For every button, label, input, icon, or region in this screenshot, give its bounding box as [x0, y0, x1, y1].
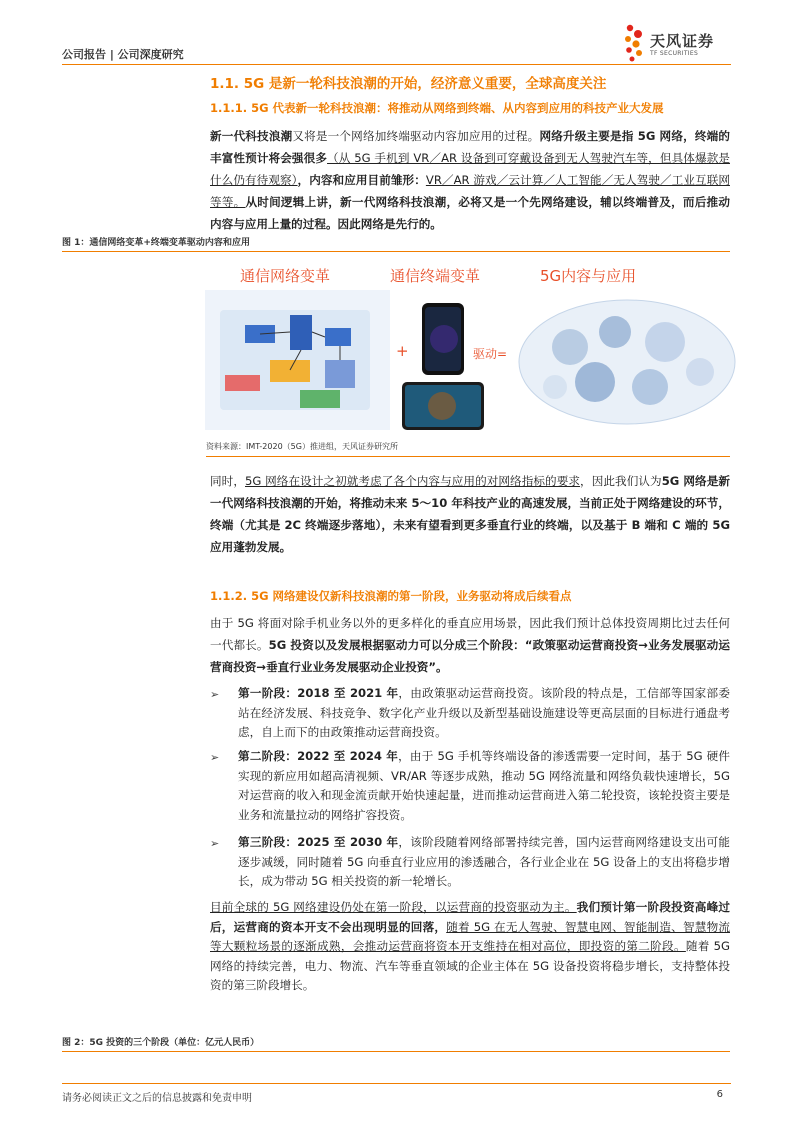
bullet-3-lead: 第三阶段：2025 至 2030 年 — [238, 835, 399, 849]
p1-s2: 又将是一个网络加终端驱动内容加应用的过程。 — [292, 129, 540, 143]
p2-s4: 5G 网络是新一代网络科技浪潮的开始，将推动未来 5～10 年科技产业的高速发展，当前正处于网络建设的环节，终端（尤其是 2C 终端逐步落地）， — [210, 474, 730, 532]
phone-landscape-image — [402, 382, 484, 430]
bullet-1 — [238, 684, 730, 743]
bullet-3-text: ，该阶段随着网络部署持续完善，国内运营商网络建设支出可能逐步减缓，同时随着 5G 向垂直行业应用的渗透融合，各行业企业在 5G 设备上的支出将稳步增长，成为带动 5G 相关投资的新一轮增长。 — [238, 835, 730, 888]
p2-s2: 5G 网络在设计之初就考虑了各个内容与应用的对网络指标的要求 — [245, 474, 581, 488]
p4-s4: 随着 5G 网络的持续完善，电力、物流、汽车等垂直领域的企业主体在 5G 设备投资将稳步增长，支持整体投资的第三阶段增长。 — [210, 939, 730, 992]
paragraph-2 — [210, 470, 730, 558]
p1-s4: （从 5G 手机到 VR／AR 设备到可穿戴设备到无人驾驶汽车等，但具体爆款是什么仍有待观察） — [210, 151, 730, 187]
figure-1-source: 资料来源：IMT-2020（5G）推进组，天风证券研究所 — [206, 442, 398, 451]
header-divider — [62, 64, 731, 65]
p1-s5: ，内容和应用目前雏形： — [297, 173, 426, 187]
figure-label-terminal: 通信终端变革 — [390, 267, 481, 285]
paragraph-4 — [210, 898, 730, 996]
p1-s3: 网络升级主要是指 5G 网络，终端的丰富性预计将会强很多 — [210, 129, 730, 165]
p1-s7: 从时间逻辑上讲，新一代网络科技浪潮，必将又是一个先网络建设，辅以终端普及，而后推动内容与应用上量的过程。因此网络是先行的。 — [210, 195, 730, 231]
bullet-1-text: ，由政策驱动运营商投资。该阶段的特点是，工信部等国家部委站在经济发展、科技竞争、数字化产业升级以及新型基础设施建设等更高层面的目标进行通盘考虑，自上而下的由政策推动运营商投资。 — [238, 686, 730, 739]
p3-s1: 由于 5G 将面对除手机业务以外的更多样化的垂直应用场景，因此我们预计总体投资周期比过去任何一代都长。 — [210, 616, 730, 652]
p4-s3: 随着 5G 在无人驾驶、智慧电网、智能制造、智慧物流等大颗粒场景的逐渐成熟，会推动运营商将资本开支维持在相对高位，即投资的第二阶段。 — [210, 919, 730, 953]
drive-label: 驱动= — [473, 347, 508, 361]
footer-divider — [62, 1083, 731, 1084]
p2-s3: ，因此我们认为 — [580, 474, 662, 488]
p4-s1: 目前全球的 5G 网络建设仍处在第一阶段，以运营商的投资驱动为主。 — [210, 900, 577, 914]
plus-sign: + — [396, 342, 409, 360]
bullet-2-text: ，由于 5G 手机等终端设备的渗透需要一定时间，基于 5G 硬件实现的新应用如超高清视频、VR/AR 等逐步成熟，推动 5G 网络流量和网络负载快速增长，5G 对运营商的收入和现金流贡献开始快速起量，进而推动运营商进入第二轮投资，该轮投资主要是业务和流量拉动的网络扩容投资。 — [238, 749, 730, 822]
subsection-heading: 1.1.1. 5G 代表新一轮科技浪潮：将推动从网络到终端、从内容到应用的科技产业大发展 — [210, 101, 664, 115]
p3-s2: 5G 投资以及发展根据驱动力可以分成三个阶段：“政策驱动运营商投资→业务发展驱动运营商投资→垂直行业业务发展驱动企业投资”。 — [210, 638, 730, 674]
figure-1-source-divider — [206, 456, 730, 457]
report-type: 公司报告 | 公司深度研究 — [62, 48, 184, 61]
subsection-heading-2: 1.1.2. 5G 网络建设仅新科技浪潮的第一阶段，业务驱动将成后续看点 — [210, 589, 572, 603]
p4-s2: 我们预计第一阶段投资高峰过后，运营商的资本开支不会出现明显的回落， — [210, 900, 730, 934]
bullet-mark-3: ➢ — [210, 837, 220, 850]
figure-label-network: 通信网络变革 — [240, 267, 331, 285]
page-number: 6 — [716, 1089, 723, 1100]
bullet-2-lead: 第二阶段：2022 至 2024 年 — [238, 749, 399, 763]
network-diagram-image — [205, 290, 390, 430]
bullet-mark-1: ➢ — [210, 688, 220, 701]
figure-1-title: 图 1：通信网络变革+终端变革驱动内容和应用 — [62, 235, 730, 252]
content-application-image — [515, 292, 740, 432]
p1-s1: 新一代科技浪潮 — [210, 129, 293, 143]
p1-s6: VR／AR 游戏／云计算／人工智能／无人驾驶／工业互联网等等。 — [210, 173, 730, 209]
bullet-3 — [238, 833, 730, 892]
paragraph-3 — [210, 612, 730, 678]
phone-image — [422, 303, 464, 375]
figure-2-title: 图 2：5G 投资的三个阶段（单位：亿元人民币） — [62, 1035, 730, 1052]
paragraph-1 — [210, 125, 730, 235]
figure-label-content: 5G内容与应用 — [540, 267, 637, 285]
logo-name: 天风证券 — [650, 32, 715, 50]
p2-s5: 未来有望看到更多垂直行业的终端，以及基于 B 端和 C 端的 5G 应用蓬勃发展。 — [210, 518, 730, 554]
bullet-2 — [238, 747, 730, 825]
disclaimer-text: 请务必阅读正文之后的信息披露和免责申明 — [62, 1093, 252, 1104]
p2-s1: 同时， — [210, 474, 245, 488]
bullet-1-lead: 第一阶段：2018 至 2021 年 — [238, 686, 399, 700]
section-heading: 1.1. 5G 是新一轮科技浪潮的开始，经济意义重要，全球高度关注 — [210, 76, 607, 92]
bullet-mark-2: ➢ — [210, 751, 220, 764]
logo-subtitle: TF SECURITIES — [650, 50, 699, 57]
